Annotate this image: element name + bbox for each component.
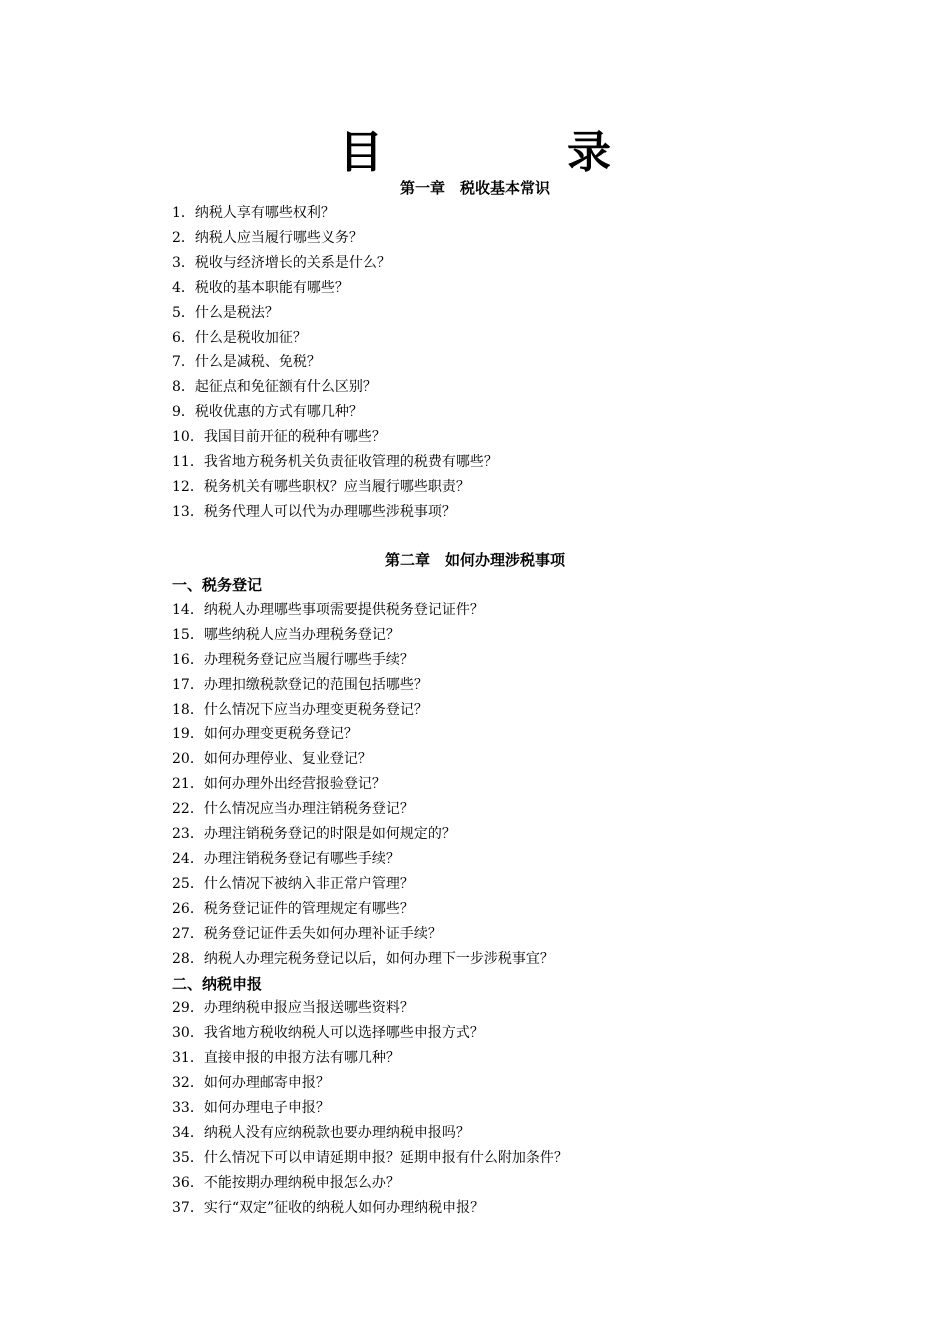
toc-entry: 19．如何办理变更税务登记？	[172, 726, 358, 743]
toc-entry: 35．什么情况下可以申请延期申报？延期申报有什么附加条件？	[172, 1149, 568, 1166]
toc-entry: 25．什么情况下被纳入非正常户管理？	[172, 875, 414, 892]
toc-entry: 11．我省地方税务机关负责征收管理的税费有哪些？	[172, 454, 498, 471]
toc-entry: 5．什么是税法？	[172, 304, 279, 321]
toc-entry: 7．什么是减税、免税？	[172, 354, 321, 371]
toc-entry: 29．办理纳税申报应当报送哪些资料？	[172, 1000, 414, 1017]
chapter-2-list	[172, 573, 568, 1221]
toc-entry: 32．如何办理邮寄申报？	[172, 1075, 330, 1092]
chapter-heading: 第一章 税收基本常识	[399, 179, 550, 197]
chapter-1-list	[172, 201, 498, 525]
toc-entry: 26．税务登记证件的管理规定有哪些？	[172, 900, 414, 917]
toc-entry: 9．税收优惠的方式有哪几种？	[172, 404, 363, 421]
toc-entry: 33．如何办理电子申报？	[172, 1100, 330, 1117]
toc-entry: 18．什么情况下应当办理变更税务登记？	[172, 701, 428, 718]
toc-entry: 37．实行“双定”征收的纳税人如何办理纳税申报？	[172, 1199, 485, 1216]
toc-entry: 17．办理扣缴税款登记的范围包括哪些？	[172, 676, 428, 693]
toc-entry: 30．我省地方税收纳税人可以选择哪些申报方式？	[172, 1025, 484, 1042]
toc-title: 目 录	[339, 127, 681, 178]
toc-entry: 4．税收的基本职能有哪些？	[172, 279, 349, 296]
toc-entry: 13．税务代理人可以代为办理哪些涉税事项？	[172, 503, 456, 520]
toc-entry: 3．税收与经济增长的关系是什么？	[172, 254, 391, 271]
toc-entry: 31．直接申报的申报方法有哪几种？	[172, 1050, 400, 1067]
toc-entry: 6．什么是税收加征？	[172, 329, 307, 346]
toc-entry: 10．我国目前开征的税种有哪些？	[172, 429, 386, 446]
toc-entry: 21．如何办理外出经营报验登记？	[172, 776, 386, 793]
toc-entry: 24．办理注销税务登记有哪些手续？	[172, 850, 400, 867]
toc-entry: 1．纳税人享有哪些权利？	[172, 205, 335, 221]
section-heading: 二、纳税申报	[172, 974, 263, 993]
toc-entry: 23．办理注销税务登记的时限是如何规定的？	[172, 826, 456, 843]
toc-entry: 28．纳税人办理完税务登记以后，如何办理下一步涉税事宜？	[172, 950, 554, 967]
toc-entry: 15．哪些纳税人应当办理税务登记？	[172, 626, 400, 643]
toc-entry: 16．办理税务登记应当履行哪些手续？	[172, 651, 414, 668]
toc-entry: 34．纳税人没有应纳税款也要办理纳税申报吗？	[172, 1124, 470, 1141]
section-heading: 一、税务登记	[172, 576, 263, 594]
toc-entry: 20．如何办理停业、复业登记？	[172, 751, 372, 768]
toc-entry: 36．不能按期办理纳税申报怎么办？	[172, 1174, 400, 1191]
toc-entry: 8．起征点和免征额有什么区别？	[172, 379, 377, 396]
toc-entry: 22．什么情况应当办理注销税务登记？	[172, 801, 414, 818]
toc-entry: 2．纳税人应当履行哪些义务？	[172, 229, 363, 246]
toc-entry: 27．税务登记证件丢失如何办理补证手续？	[172, 925, 442, 942]
chapter-heading: 第二章 如何办理涉税事项	[384, 551, 565, 569]
toc-entry: 12．税务机关有哪些职权？应当履行哪些职责？	[172, 478, 470, 495]
toc-entry: 14．纳税人办理哪些事项需要提供税务登记证件？	[172, 601, 484, 618]
